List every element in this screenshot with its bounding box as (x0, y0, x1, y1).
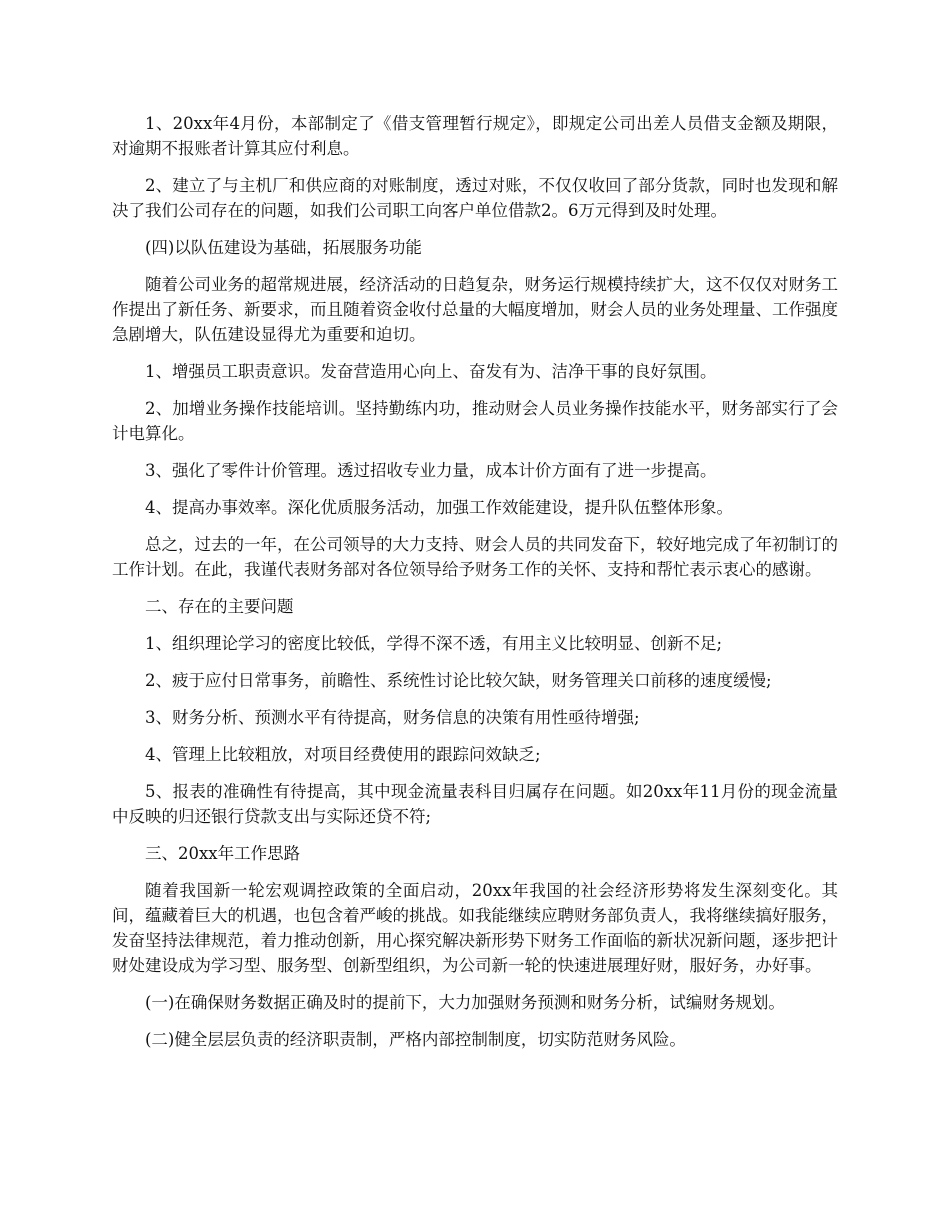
problem-item-3: 3、财务分析、预测水平有待提高，财务信息的决策有用性亟待增强; (145, 708, 640, 727)
paragraph-reconciliation: 2、建立了与主机厂和供应商的对账制度，透过对账，不仅仅收回了部分货款，同时也发现和解决了我们公司存在的问题，如我们公司职工向客户单位借款2。6万元得到及时处理。 (112, 176, 838, 220)
problem-item-1: 1、组织理论学习的密度比较低，学得不深不透，有用主义比较明显、创新不足; (145, 634, 723, 653)
paragraph-efficiency: 4、提高办事效率。深化优质服务活动，加强工作效能建设，提升队伍整体形象。 (145, 498, 733, 517)
problem-item-2: 2、疲于应付日常事务，前瞻性、系统性讨论比较欠缺，财务管理关口前移的速度缓慢; (145, 671, 772, 690)
paragraph-parts-pricing: 3、强化了零件计价管理。透过招收专业力量，成本计价方面有了进一步提高。 (145, 461, 717, 480)
plan-item-1: (一)在确保财务数据正确及时的提前下，大力加强财务预测和财务分析，试编财务规划。 (145, 993, 785, 1012)
paragraph-macro-outlook: 随着我国新一轮宏观调控政策的全面启动，20xx年我国的社会经济形势将发生深刻变化。其间，蕴藏着巨大的机遇，也包含着严峻的挑战。如我能继续应聘财务部负责人，我将继续搞好服务，发奋坚持法律规范，着力推动创新，用心探究解决新形势下财务工作面临的新状况新问题，逐步把计财处建设成为学习型、服务型、创新型组织，为公司新一轮的快速进展理好财，服好务，办好事。 (112, 881, 838, 975)
document-body (112, 111, 838, 1064)
paragraph-responsibility: 1、增强员工职责意识。发奋营造用心向上、奋发有为、洁净干事的良好氛围。 (145, 362, 717, 381)
paragraph-skills-training: 2、加增业务操作技能培训。坚持勤练内功，推动财会人员业务操作技能水平，财务部实行了会计电算化。 (112, 399, 838, 443)
problem-item-4: 4、管理上比较粗放，对项目经费使用的跟踪问效缺乏; (145, 745, 541, 764)
section-heading-work-plan: 三、20xx年工作思路 (145, 844, 301, 863)
paragraph-business-growth: 随着公司业务的超常规进展，经济活动的日趋复杂，财务运行规模持续扩大，这不仅仅对财务工作提出了新任务、新要求，而且随着资金收付总量的大幅度增加，财会人员的业务处理量、工作强度急剧增大，队伍建设显得尤为重要和迫切。 (112, 275, 838, 344)
plan-item-2: (二)健全层层负责的经济职责制，严格内部控制制度，切实防范财务风险。 (145, 1030, 686, 1049)
problem-item-5: 5、报表的准确性有待提高，其中现金流量表科目归属存在问题。如20xx年11月份的现金流量中反映的归还银行贷款支出与实际还贷不符; (112, 782, 838, 826)
section-heading-team-building: (四)以队伍建设为基础，拓展服务功能 (145, 238, 422, 257)
paragraph-borrowing-rules: 1、20xx年4月份，本部制定了《借支管理暂行规定》，即规定公司出差人员借支金额及期限，对逾期不报账者计算其应付利息。 (112, 114, 838, 158)
paragraph-summary: 总之，过去的一年，在公司领导的大力支持、财会人员的共同发奋下，较好地完成了年初制订的工作计划。在此，我谨代表财务部对各位领导给予财务工作的关怀、支持和帮忙表示衷心的感谢。 (112, 535, 838, 579)
section-heading-problems: 二、存在的主要问题 (145, 597, 294, 616)
